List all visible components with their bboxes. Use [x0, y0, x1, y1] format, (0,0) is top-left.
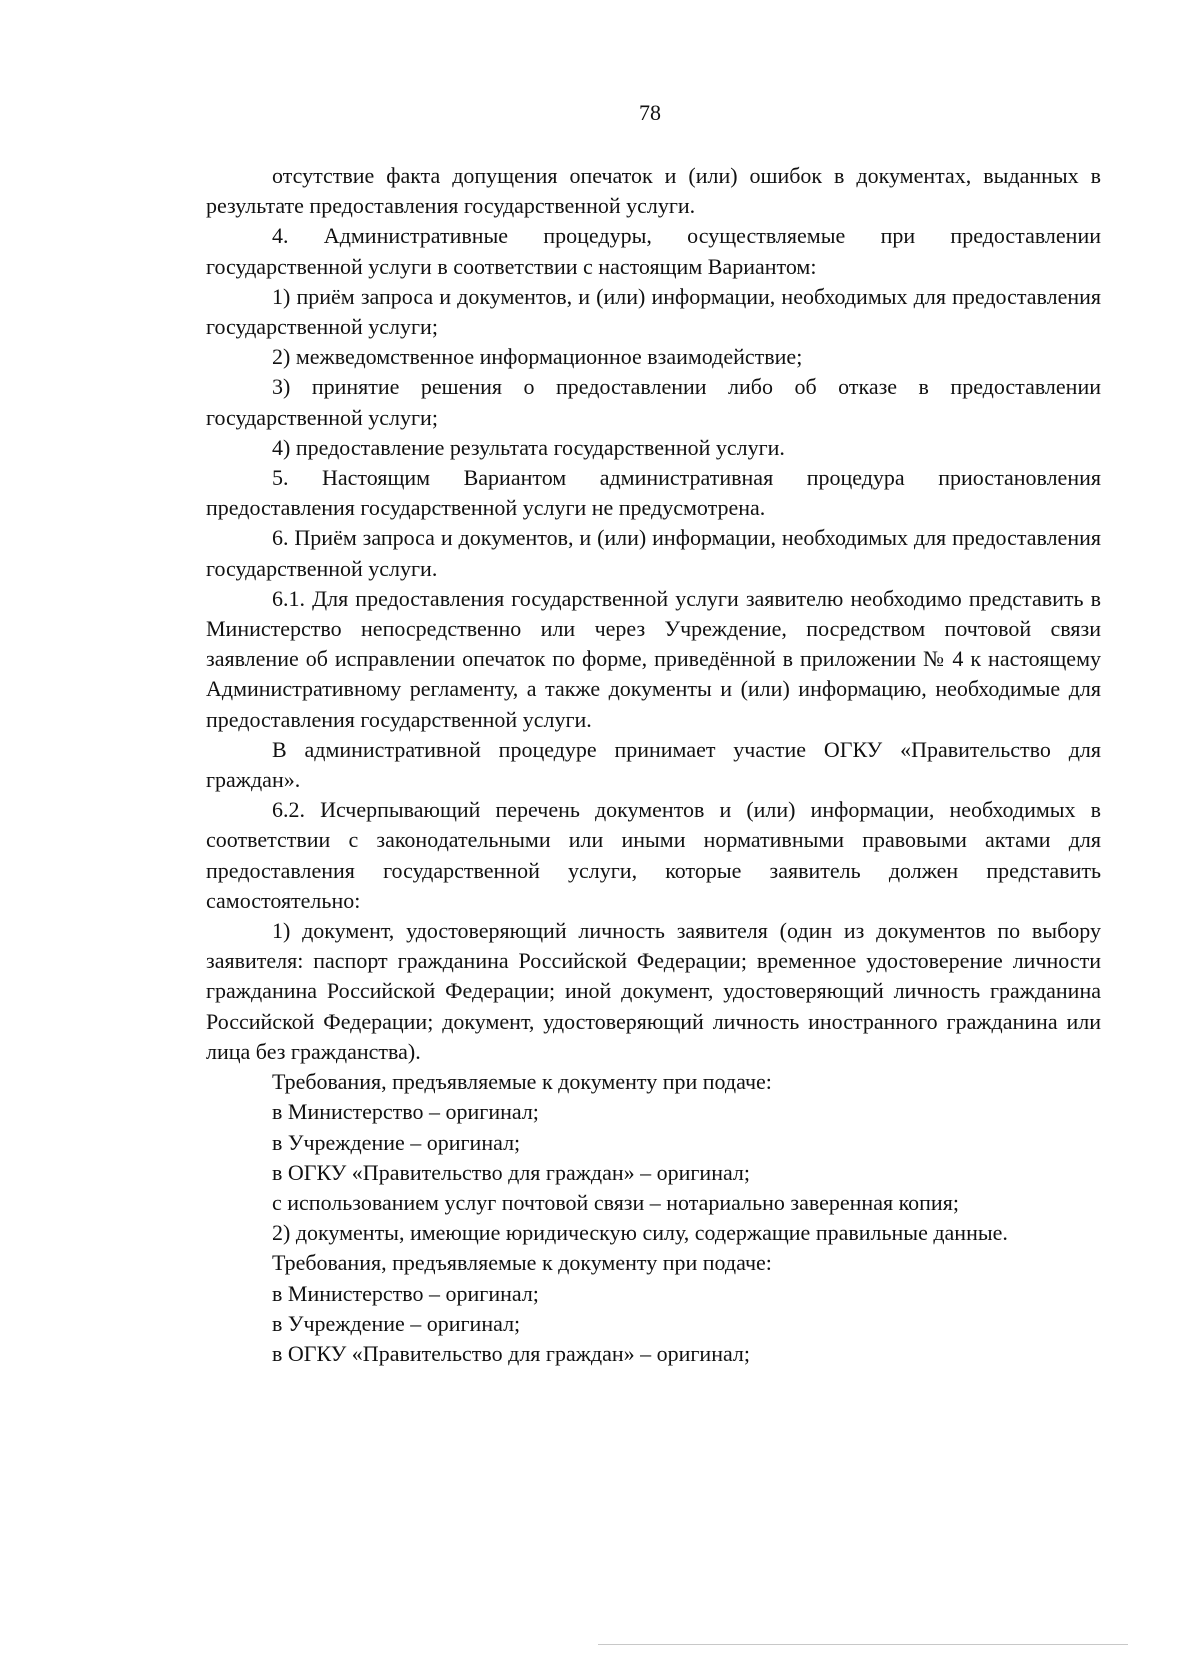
list-item: в Учреждение – оригинал;: [272, 1129, 521, 1155]
document-body: [206, 161, 1101, 1369]
paragraph: 5. Настоящим Вариантом административная процедура приостановления предоставления государственной услуги не предусмотрена.: [206, 465, 1101, 521]
list-item: в ОГКУ «Правительство для граждан» – оригинал;: [272, 1340, 751, 1366]
list-item: 1) документ, удостоверяющий личность заявителя (один из документов по выбору заявителя: паспорт гражданина Российской Федерации; временное удостоверение личности гражданина Российской Федерации; иной документ, удостоверяющий личность гражданина Российской Федерации; документ, удостоверяющий личность иностранного гражданина или лица без гражданства).: [206, 918, 1101, 1064]
paragraph: 6.2. Исчерпывающий перечень документов и (или) информации, необходимых в соответствии с законодательными или иными нормативными правовыми актами для предоставления государственной услуги, которые заявитель должен представить самостоятельно:: [206, 797, 1101, 913]
list-item: 4) предоставление результата государственной услуги.: [272, 434, 785, 460]
paragraph: 6.1. Для предоставления государственной услуги заявителю необходимо представить в Министерство непосредственно или через Учреждение, посредством почтовой связи заявление об исправлении опечаток по форме, приведённой в приложении № 4 к настоящему Административному регламенту, а также документы и (или) информацию, необходимые для предоставления государственной услуги.: [206, 585, 1101, 732]
paragraph: 4. Административные процедуры, осуществляемые при предоставлении государственной услуги в соответствии с настоящим Вариантом:: [206, 223, 1101, 279]
list-item: 2) межведомственное информационное взаимодействие;: [272, 344, 803, 370]
list-item: 2) документы, имеющие юридическую силу, содержащие правильные данные.: [272, 1220, 1008, 1246]
paragraph: В административной процедуре принимает участие ОГКУ «Правительство для граждан».: [206, 736, 1101, 793]
list-item: 3) принятие решения о предоставлении либо об отказе в предоставлении государственной услуги;: [206, 374, 1101, 430]
list-item: с использованием услуг почтовой связи – нотариально заверенная копия;: [272, 1189, 959, 1215]
page-number: 78: [639, 100, 661, 125]
paragraph: Требования, предъявляемые к документу при подаче:: [272, 1250, 772, 1276]
paragraph: Требования, предъявляемые к документу при подаче:: [272, 1069, 772, 1095]
paragraph: 6. Приём запроса и документов, и (или) информации, необходимых для предоставления государственной услуги.: [206, 525, 1101, 581]
paragraph: отсутствие факта допущения опечаток и (или) ошибок в документах, выданных в результате предоставления государственной услуги.: [206, 163, 1101, 219]
footer-divider: [598, 1644, 1128, 1645]
list-item: в ОГКУ «Правительство для граждан» – оригинал;: [272, 1159, 751, 1185]
list-item: в Министерство – оригинал;: [272, 1099, 539, 1125]
list-item: 1) приём запроса и документов, и (или) информации, необходимых для предоставления государственной услуги;: [206, 283, 1101, 340]
list-item: в Министерство – оригинал;: [272, 1280, 539, 1306]
list-item: в Учреждение – оригинал;: [272, 1310, 521, 1336]
